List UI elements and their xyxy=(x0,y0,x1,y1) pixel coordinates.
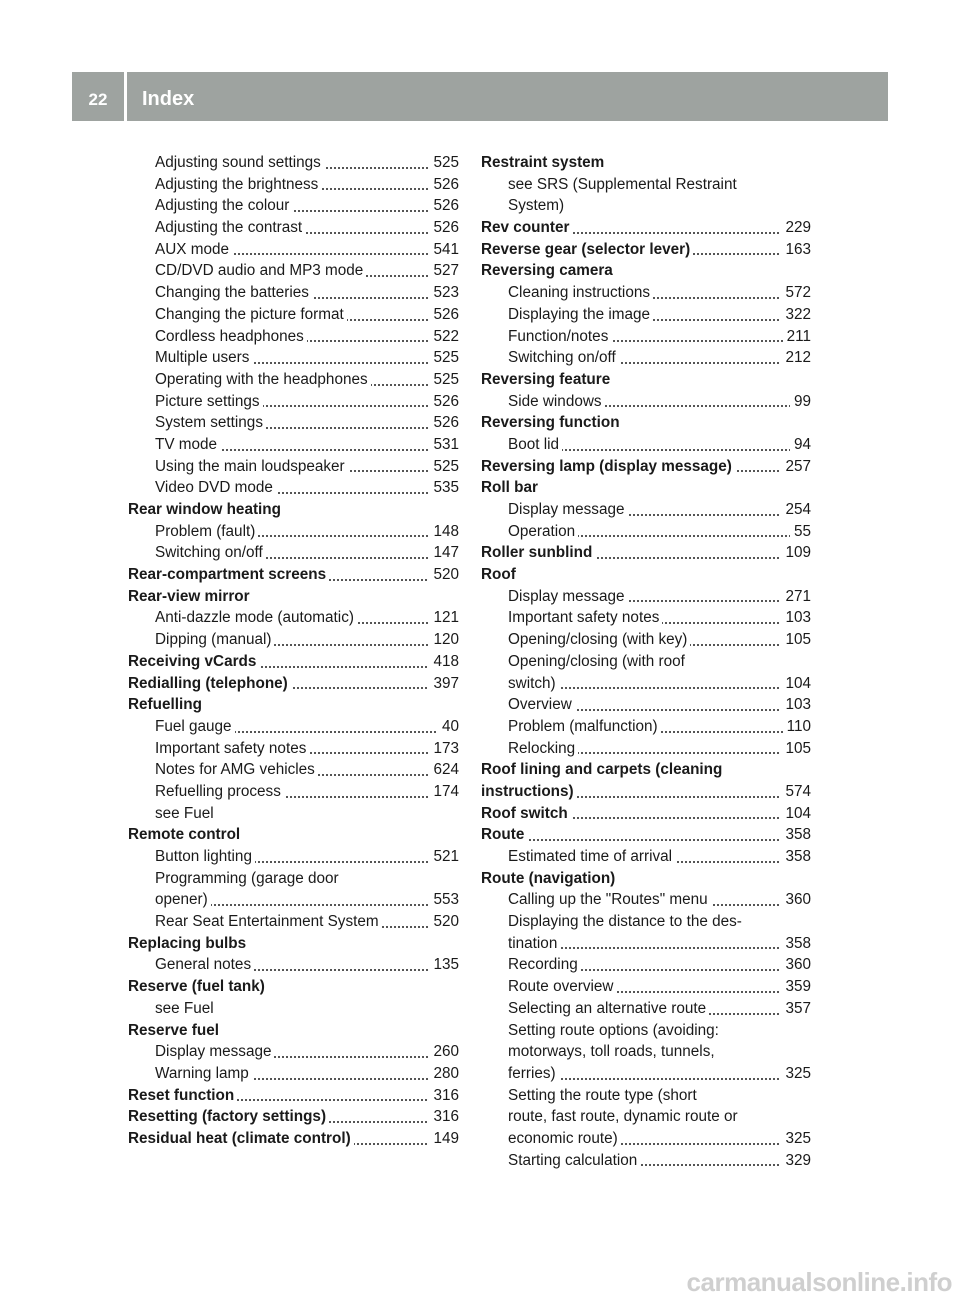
entry-label: Adjusting the brightness xyxy=(155,176,321,193)
index-subentry xyxy=(481,607,811,629)
entry-label: Reserve fuel xyxy=(128,1022,222,1039)
index-subentry xyxy=(128,1063,459,1085)
entry-page-number: 212 xyxy=(781,347,811,369)
index-column-right xyxy=(481,152,811,1171)
index-subentry xyxy=(128,954,459,976)
index-subentry xyxy=(128,716,459,738)
entry-label: switch) xyxy=(508,675,559,692)
index-subentry xyxy=(481,1063,811,1085)
index-entry xyxy=(128,564,459,586)
index-entry xyxy=(128,824,459,846)
entry-label: Remote control xyxy=(128,826,243,843)
index-subentry xyxy=(128,911,459,933)
entry-page-number: 522 xyxy=(429,326,459,348)
entry-label: Fuel gauge xyxy=(155,718,235,735)
entry-page-number: 271 xyxy=(781,586,811,608)
entry-label: Adjusting the contrast xyxy=(155,219,305,236)
entry-label: Display message xyxy=(508,501,627,518)
entry-page-number: 531 xyxy=(429,434,459,456)
index-subentry xyxy=(481,673,811,695)
entry-page-number: 121 xyxy=(429,607,459,629)
entry-page-number: 526 xyxy=(429,304,459,326)
entry-label: Reverse gear (selector lever) xyxy=(481,241,693,258)
entry-label: instructions) xyxy=(481,783,577,800)
index-subentry xyxy=(128,738,459,760)
index-entry xyxy=(481,217,811,239)
entry-label: Overview xyxy=(508,696,575,713)
entry-label: Warning lamp xyxy=(155,1065,252,1082)
index-subentry xyxy=(481,1150,811,1172)
entry-label: Picture settings xyxy=(155,393,263,410)
index-entry xyxy=(481,369,811,391)
entry-page-number: 526 xyxy=(429,174,459,196)
entry-label: see Fuel xyxy=(155,805,217,822)
entry-page-number: 418 xyxy=(429,651,459,673)
entry-page-number: 229 xyxy=(781,217,811,239)
entry-label: Anti-dazzle mode (automatic) xyxy=(155,609,357,626)
index-subentry xyxy=(128,391,459,413)
entry-label: Reserve (fuel tank) xyxy=(128,978,268,995)
entry-page-number: 360 xyxy=(781,889,811,911)
entry-label: Video DVD mode xyxy=(155,479,276,496)
index-entry xyxy=(481,477,811,499)
entry-label: Route xyxy=(481,826,527,843)
index-subentry xyxy=(481,347,811,369)
entry-page-number: 624 xyxy=(429,759,459,781)
entry-label: AUX mode xyxy=(155,241,232,258)
entry-label: Replacing bulbs xyxy=(128,935,249,952)
index-subentry xyxy=(481,1041,811,1063)
index-subentry xyxy=(128,542,459,564)
index-subentry xyxy=(481,694,811,716)
index-entry xyxy=(481,260,811,282)
entry-page-number: 316 xyxy=(429,1106,459,1128)
entry-page-number: 358 xyxy=(781,933,811,955)
index-entry xyxy=(481,868,811,890)
index-entry xyxy=(128,1106,459,1128)
entry-page-number: 316 xyxy=(429,1085,459,1107)
entry-label: TV mode xyxy=(155,436,220,453)
entry-label: Roof lining and carpets (cleaning xyxy=(481,761,725,778)
entry-label: Reset function xyxy=(128,1087,237,1104)
entry-label: tination xyxy=(508,935,560,952)
index-subentry xyxy=(128,282,459,304)
index-subentry xyxy=(481,846,811,868)
index-subentry xyxy=(481,326,811,348)
index-subentry xyxy=(128,607,459,629)
index-entry xyxy=(481,542,811,564)
index-subentry xyxy=(481,586,811,608)
entry-label: Receiving vCards xyxy=(128,653,259,670)
entry-label: Calling up the "Routes" menu xyxy=(508,891,711,908)
entry-page-number: 574 xyxy=(781,781,811,803)
entry-page-number: 55 xyxy=(790,521,811,543)
entry-label: System) xyxy=(508,197,567,214)
entry-label: Setting the route type (short xyxy=(508,1087,700,1104)
entry-label: ferries) xyxy=(508,1065,559,1082)
entry-page-number: 104 xyxy=(781,673,811,695)
entry-page-number: 541 xyxy=(429,239,459,261)
entry-label: Cleaning instructions xyxy=(508,284,653,301)
index-subentry xyxy=(128,217,459,239)
index-subentry xyxy=(481,911,811,933)
entry-page-number: 147 xyxy=(429,542,459,564)
entry-page-number: 211 xyxy=(783,326,811,348)
entry-page-number: 135 xyxy=(429,954,459,976)
entry-label: Roof switch xyxy=(481,805,571,822)
entry-label: Changing the picture format xyxy=(155,306,347,323)
entry-page-number: 525 xyxy=(429,152,459,174)
index-entry xyxy=(128,976,459,998)
index-entry xyxy=(481,564,811,586)
entry-label: System settings xyxy=(155,414,266,431)
entry-page-number: 104 xyxy=(781,803,811,825)
entry-label: Problem (fault) xyxy=(155,523,258,540)
entry-label: Reversing camera xyxy=(481,262,616,279)
entry-page-number: 322 xyxy=(781,304,811,326)
index-entry xyxy=(128,499,459,521)
entry-label: opener) xyxy=(155,891,211,908)
entry-label: Reversing lamp (display message) xyxy=(481,458,735,475)
entry-label: Changing the batteries xyxy=(155,284,312,301)
index-entry xyxy=(481,759,811,781)
index-subentry xyxy=(481,195,811,217)
index-subentry xyxy=(128,195,459,217)
entry-label: Resetting (factory settings) xyxy=(128,1108,329,1125)
page-header xyxy=(72,72,888,121)
entry-label: see SRS (Supplemental Restraint xyxy=(508,176,740,193)
entry-label: Cordless headphones xyxy=(155,328,307,345)
index-entry xyxy=(481,456,811,478)
index-subentry xyxy=(128,347,459,369)
entry-label: Reversing feature xyxy=(481,371,613,388)
index-subentry xyxy=(481,933,811,955)
index-subentry xyxy=(128,477,459,499)
index-subentry xyxy=(128,629,459,651)
entry-label: Display message xyxy=(508,588,627,605)
index-subentry xyxy=(481,1128,811,1150)
entry-label: Multiple users xyxy=(155,349,252,366)
entry-label: Dipping (manual) xyxy=(155,631,274,648)
index-subentry xyxy=(481,434,811,456)
entry-page-number: 103 xyxy=(781,607,811,629)
index-entry xyxy=(481,781,811,803)
entry-label: route, fast route, dynamic route or xyxy=(508,1108,741,1125)
entry-label: Rear-view mirror xyxy=(128,588,253,605)
index-subentry xyxy=(481,716,811,738)
entry-label: Roof xyxy=(481,566,519,583)
header-divider xyxy=(124,72,127,121)
index-subentry xyxy=(128,434,459,456)
entry-label: Route overview xyxy=(508,978,616,995)
watermark: carmanualsonline.info xyxy=(686,1267,952,1297)
index-entry xyxy=(128,933,459,955)
dot-leader xyxy=(481,839,811,841)
index-subentry xyxy=(481,976,811,998)
index-subentry xyxy=(128,1041,459,1063)
index-subentry xyxy=(128,803,459,825)
entry-label: Refuelling process xyxy=(155,783,284,800)
entry-page-number: 257 xyxy=(781,456,811,478)
entry-page-number: 254 xyxy=(781,499,811,521)
entry-label: Important safety notes xyxy=(155,740,309,757)
entry-label: Function/notes xyxy=(508,328,611,345)
entry-label: CD/DVD audio and MP3 mode xyxy=(155,262,366,279)
entry-page-number: 174 xyxy=(429,781,459,803)
index-subentry xyxy=(481,629,811,651)
entry-page-number: 359 xyxy=(781,976,811,998)
entry-label: Estimated time of arrival xyxy=(508,848,675,865)
entry-page-number: 523 xyxy=(429,282,459,304)
entry-page-number: 520 xyxy=(429,564,459,586)
index-subentry xyxy=(128,369,459,391)
entry-page-number: 99 xyxy=(790,391,811,413)
index-subentry xyxy=(128,412,459,434)
entry-page-number: 572 xyxy=(781,282,811,304)
index-subentry xyxy=(128,868,459,890)
entry-label: Roll bar xyxy=(481,479,541,496)
entry-page-number: 110 xyxy=(783,716,811,738)
entry-page-number: 360 xyxy=(781,954,811,976)
index-subentry xyxy=(481,391,811,413)
entry-page-number: 120 xyxy=(429,629,459,651)
index-subentry xyxy=(128,456,459,478)
index-entry xyxy=(481,412,811,434)
entry-page-number: 358 xyxy=(781,824,811,846)
index-subentry xyxy=(128,326,459,348)
entry-page-number: 553 xyxy=(429,889,459,911)
entry-label: Opening/closing (with key) xyxy=(508,631,690,648)
entry-label: Refuelling xyxy=(128,696,205,713)
index-entry xyxy=(128,1020,459,1042)
entry-label: Starting calculation xyxy=(508,1152,640,1169)
entry-label: Adjusting the colour xyxy=(155,197,292,214)
index-subentry xyxy=(481,889,811,911)
index-entry xyxy=(128,673,459,695)
index-entry xyxy=(481,239,811,261)
index-entry xyxy=(128,1085,459,1107)
index-entry xyxy=(128,586,459,608)
entry-label: Selecting an alternative route xyxy=(508,1000,709,1017)
entry-label: Rev counter xyxy=(481,219,572,236)
entry-label: Rear Seat Entertainment System xyxy=(155,913,382,930)
index-subentry xyxy=(128,781,459,803)
index-subentry xyxy=(128,304,459,326)
entry-label: Operating with the headphones xyxy=(155,371,371,388)
entry-label: Opening/closing (with roof xyxy=(508,653,688,670)
index-subentry xyxy=(481,282,811,304)
entry-page-number: 526 xyxy=(429,391,459,413)
entry-label: Rear-compartment screens xyxy=(128,566,329,583)
index-subentry xyxy=(481,651,811,673)
entry-label: Boot lid xyxy=(508,436,562,453)
index-subentry xyxy=(128,846,459,868)
entry-page-number: 358 xyxy=(781,846,811,868)
entry-label: Roller sunblind xyxy=(481,544,595,561)
entry-label: motorways, toll roads, tunnels, xyxy=(508,1043,718,1060)
entry-label: Switching on/off xyxy=(508,349,619,366)
entry-page-number: 163 xyxy=(781,239,811,261)
entry-label: Displaying the image xyxy=(508,306,653,323)
entry-label: Adjusting sound settings xyxy=(155,154,324,171)
index-entry xyxy=(481,824,811,846)
index-subentry xyxy=(481,738,811,760)
entry-label: Programming (garage door xyxy=(155,870,342,887)
entry-page-number: 329 xyxy=(781,1150,811,1172)
entry-page-number: 525 xyxy=(429,369,459,391)
index-entry xyxy=(481,803,811,825)
entry-page-number: 173 xyxy=(429,738,459,760)
page-number: 22 xyxy=(88,90,108,109)
entry-page-number: 109 xyxy=(781,542,811,564)
entry-page-number: 535 xyxy=(429,477,459,499)
index-subentry xyxy=(128,521,459,543)
index-subentry xyxy=(128,889,459,911)
entry-page-number: 149 xyxy=(429,1128,459,1150)
index-subentry xyxy=(481,998,811,1020)
entry-label: Setting route options (avoiding: xyxy=(508,1022,722,1039)
entry-label: Redialling (telephone) xyxy=(128,675,291,692)
entry-page-number: 325 xyxy=(781,1128,811,1150)
index-subentry xyxy=(481,304,811,326)
page-title: Index xyxy=(142,88,195,110)
entry-label: Notes for AMG vehicles xyxy=(155,761,318,778)
entry-page-number: 40 xyxy=(438,716,459,738)
entry-label: Residual heat (climate control) xyxy=(128,1130,354,1147)
entry-label: Using the main loudspeaker xyxy=(155,458,348,475)
entry-label: Recording xyxy=(508,956,581,973)
entry-page-number: 526 xyxy=(429,195,459,217)
entry-label: see Fuel xyxy=(155,1000,217,1017)
entry-page-number: 397 xyxy=(429,673,459,695)
index-entry xyxy=(128,694,459,716)
index-subentry xyxy=(481,1085,811,1107)
entry-label: Relocking xyxy=(508,740,578,757)
index-subentry xyxy=(481,174,811,196)
entry-page-number: 520 xyxy=(429,911,459,933)
index-subentry xyxy=(128,239,459,261)
entry-label: economic route) xyxy=(508,1130,621,1147)
entry-page-number: 148 xyxy=(429,521,459,543)
index-subentry xyxy=(481,499,811,521)
entry-page-number: 103 xyxy=(781,694,811,716)
entry-page-number: 527 xyxy=(429,260,459,282)
entry-label: Important safety notes xyxy=(508,609,662,626)
entry-page-number: 521 xyxy=(429,846,459,868)
entry-page-number: 357 xyxy=(781,998,811,1020)
entry-page-number: 325 xyxy=(781,1063,811,1085)
entry-page-number: 94 xyxy=(790,434,811,456)
entry-page-number: 526 xyxy=(429,412,459,434)
entry-page-number: 526 xyxy=(429,217,459,239)
index-entry xyxy=(128,651,459,673)
entry-page-number: 525 xyxy=(429,347,459,369)
index-entry xyxy=(481,152,811,174)
entry-label: Displaying the distance to the des- xyxy=(508,913,745,930)
entry-label: Display message xyxy=(155,1043,274,1060)
entry-label: Problem (malfunction) xyxy=(508,718,661,735)
index-subentry xyxy=(128,152,459,174)
entry-label: General notes xyxy=(155,956,254,973)
entry-label: Button lighting xyxy=(155,848,255,865)
entry-page-number: 105 xyxy=(781,738,811,760)
entry-page-number: 260 xyxy=(429,1041,459,1063)
entry-label: Side windows xyxy=(508,393,605,410)
entry-label: Route (navigation) xyxy=(481,870,618,887)
index-subentry xyxy=(128,998,459,1020)
index-subentry xyxy=(481,1106,811,1128)
entry-page-number: 105 xyxy=(781,629,811,651)
index-entry xyxy=(128,1128,459,1150)
entry-label: Reversing function xyxy=(481,414,623,431)
entry-label: Rear window heating xyxy=(128,501,284,518)
entry-page-number: 280 xyxy=(429,1063,459,1085)
entry-label: Switching on/off xyxy=(155,544,266,561)
index-subentry xyxy=(128,759,459,781)
index-subentry xyxy=(128,260,459,282)
entry-label: Operation xyxy=(508,523,578,540)
index-subentry xyxy=(481,521,811,543)
index-subentry xyxy=(481,1020,811,1042)
entry-page-number: 525 xyxy=(429,456,459,478)
entry-label: Restraint system xyxy=(481,154,607,171)
index-column-left xyxy=(128,152,459,1150)
index-subentry xyxy=(128,174,459,196)
index-subentry xyxy=(481,954,811,976)
